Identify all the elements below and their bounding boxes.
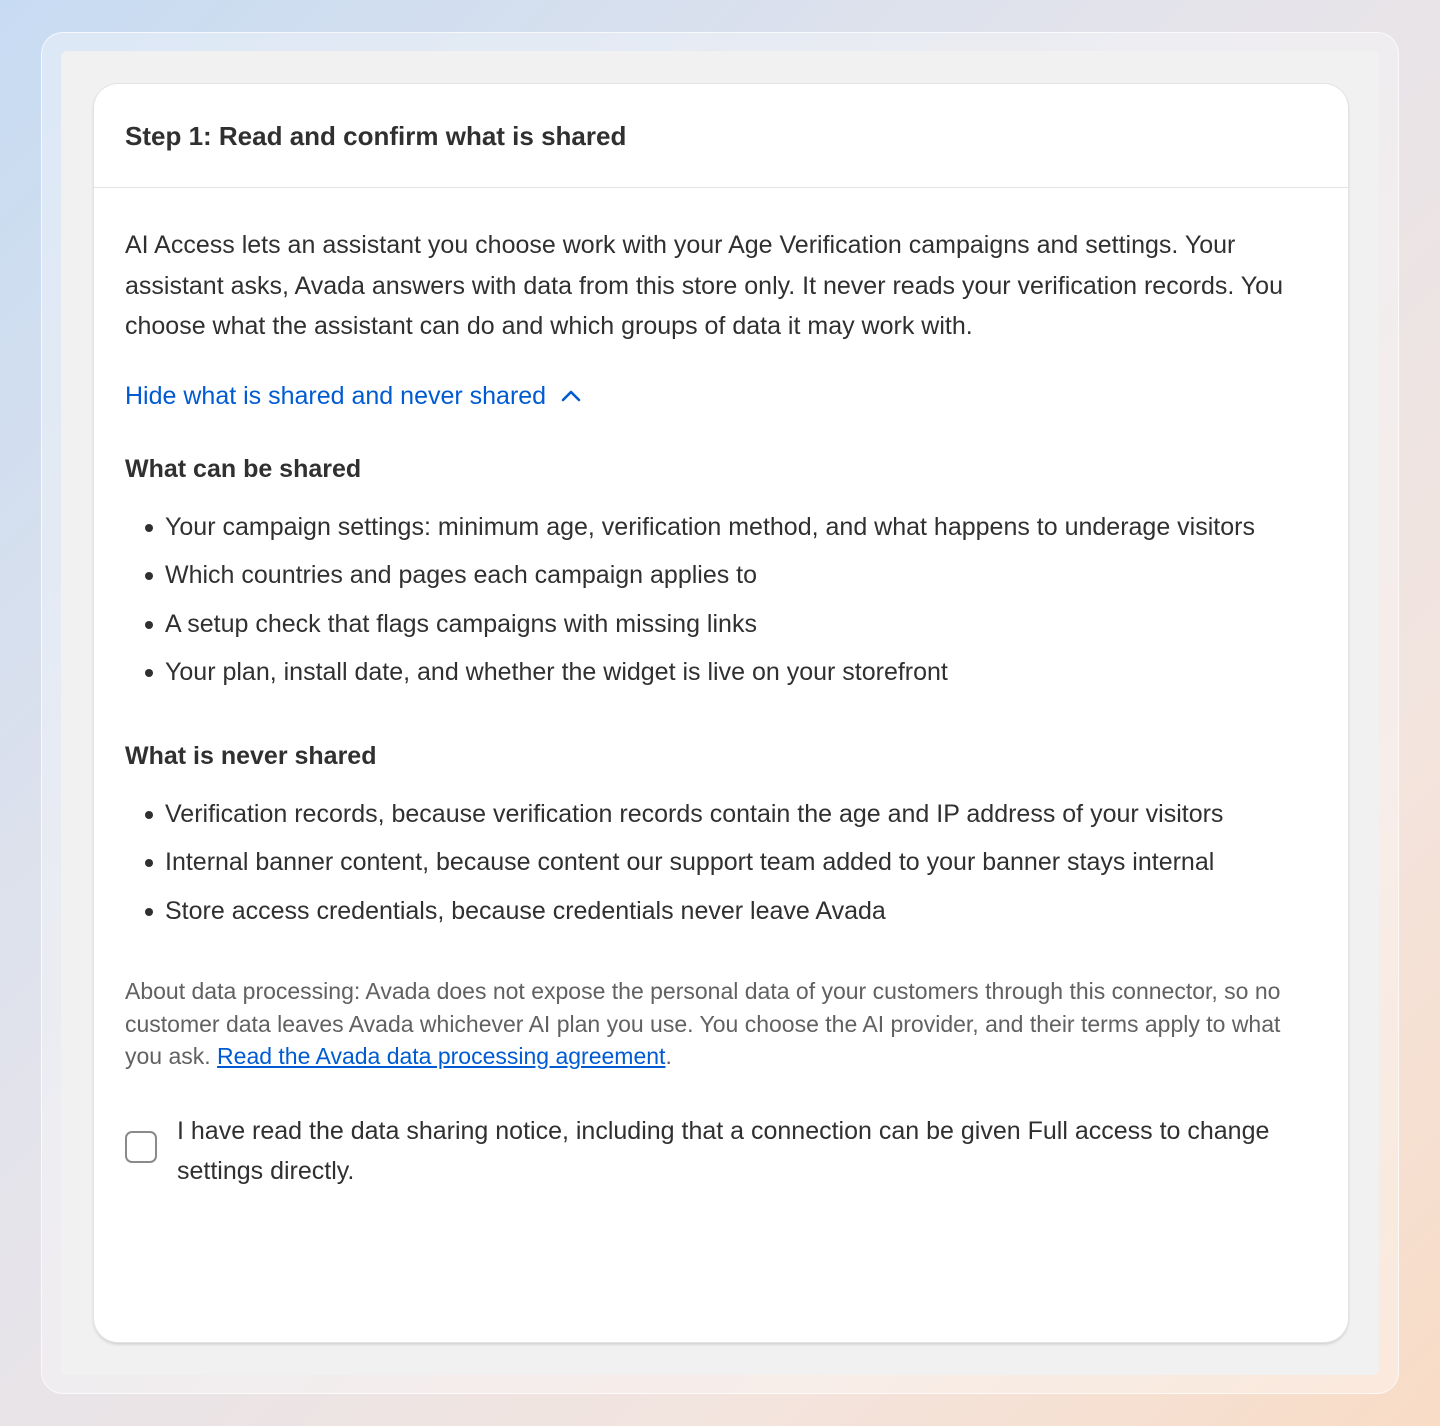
note-suffix: . bbox=[665, 1043, 672, 1069]
list-item: Verification records, because verification records contain the age and IP address of your visitors bbox=[165, 794, 1317, 835]
never-shared-list bbox=[125, 794, 1317, 932]
card-title: Step 1: Read and confirm what is shared bbox=[125, 121, 627, 151]
toggle-label: Hide what is shared and never shared bbox=[125, 381, 547, 410]
confirm-checkbox[interactable] bbox=[125, 1131, 157, 1163]
intro-text: AI Access lets an assistant you choose work with your Age Verification campaigns and settings. Your assistant asks, Avada answers with data from this store only. It never reads your verification records. You choose what the assistant can do and which groups of data it may work with. bbox=[125, 231, 1283, 340]
list-item: Internal banner content, because content our support team added to your banner stays internal bbox=[165, 842, 1317, 883]
step-card bbox=[94, 84, 1348, 1342]
shared-heading: What can be shared bbox=[125, 454, 362, 483]
chevron-up-icon bbox=[560, 389, 582, 403]
list-item: A setup check that flags campaigns with missing links bbox=[165, 604, 1317, 645]
data-processing-note bbox=[125, 975, 1317, 1073]
toggle-shared-details-link[interactable] bbox=[125, 378, 582, 414]
list-item: Your plan, install date, and whether the widget is live on your storefront bbox=[165, 652, 1317, 693]
card-body bbox=[94, 188, 1348, 1192]
never-shared-heading: What is never shared bbox=[125, 741, 377, 770]
note-text: About data processing: Avada does not expose the personal data of your customers through this connector, so no customer data leaves Avada whichever AI plan you use. You choose the AI provider, and their terms apply to what you ask. bbox=[125, 978, 1281, 1069]
dpa-link[interactable]: Read the Avada data processing agreement bbox=[217, 1043, 666, 1069]
list-item: Which countries and pages each campaign applies to bbox=[165, 555, 1317, 596]
list-item: Your campaign settings: minimum age, verification method, and what happens to underage visitors bbox=[165, 507, 1317, 548]
confirm-label[interactable]: I have read the data sharing notice, including that a connection can be given Full access to change settings directly. bbox=[177, 1116, 1270, 1185]
list-item: Store access credentials, because credentials never leave Avada bbox=[165, 891, 1317, 932]
card-header bbox=[94, 84, 1348, 188]
confirm-row bbox=[125, 1111, 1317, 1192]
shared-list bbox=[125, 507, 1317, 693]
